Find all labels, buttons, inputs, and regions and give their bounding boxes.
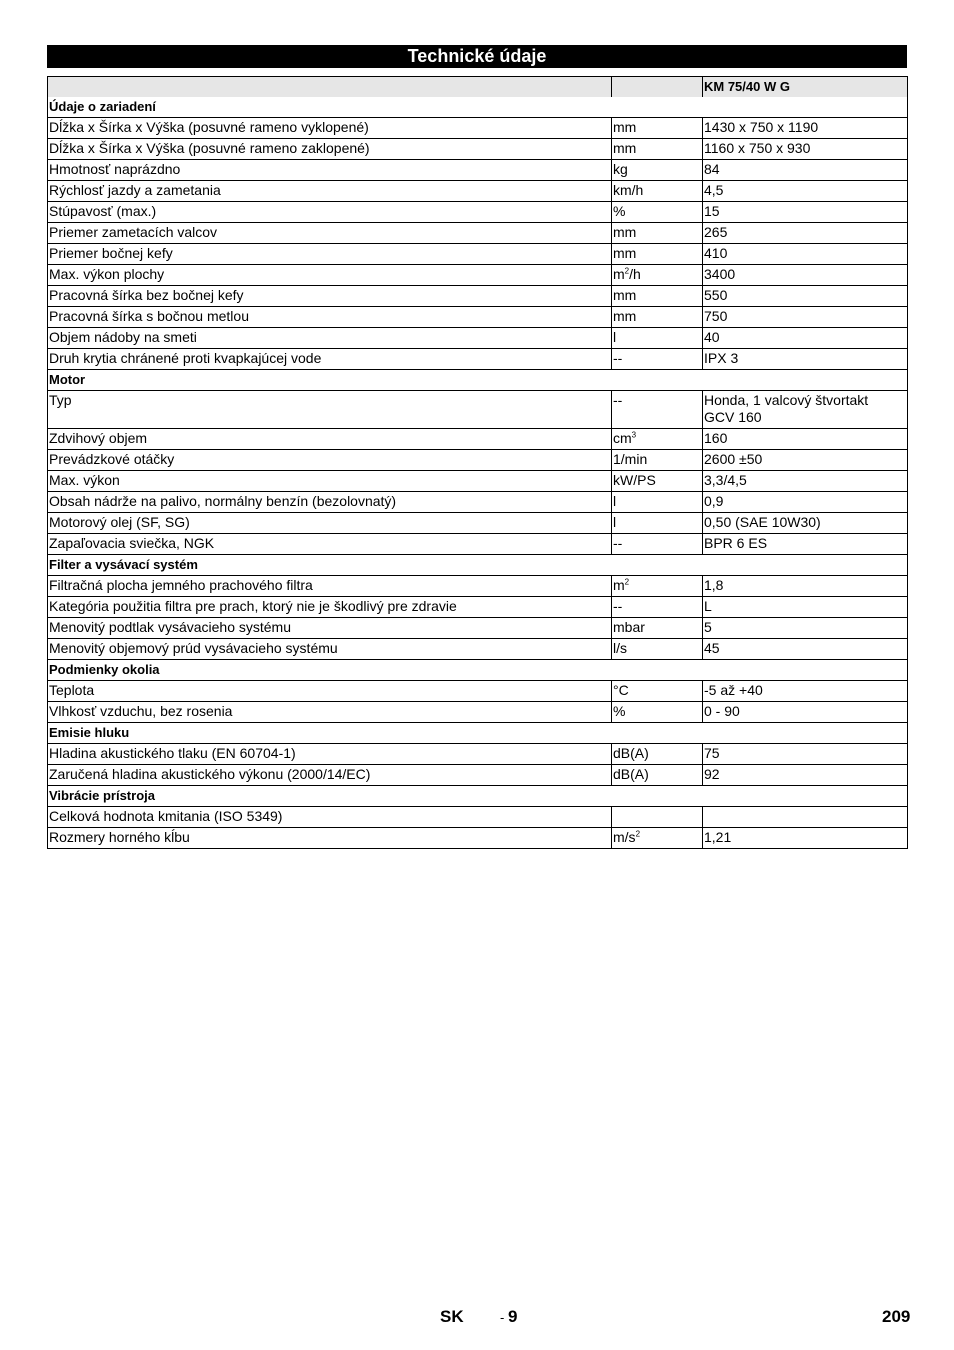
value-text: BPR 6 ES: [704, 535, 768, 551]
spec-unit: [612, 160, 703, 181]
spec-value: [703, 139, 908, 160]
value-text: 92: [704, 766, 720, 782]
section-row: [48, 660, 908, 681]
spec-value: [703, 244, 908, 265]
unit-text: 1/min: [613, 451, 648, 467]
unit-text: --: [613, 392, 623, 408]
unit-text: m: [613, 577, 625, 593]
spec-value: [703, 681, 908, 702]
spec-label: Rozmery horného kĺbu: [48, 828, 612, 849]
spec-unit: [612, 681, 703, 702]
spec-label: Pracovná šírka s bočnou metlou: [48, 307, 612, 328]
value-text: 410: [704, 245, 728, 261]
section-row: [48, 555, 908, 576]
table-row: [48, 244, 908, 265]
technical-data-body: [48, 77, 908, 849]
unit-text: %: [613, 703, 626, 719]
table-row: [48, 702, 908, 723]
header-unit-cell: [612, 77, 703, 98]
value-text: 40: [704, 329, 720, 345]
spec-value: [703, 639, 908, 660]
spec-value: [703, 744, 908, 765]
section-label: Podmienky okolia: [48, 660, 908, 681]
table-row: [48, 618, 908, 639]
value-text: 84: [704, 161, 720, 177]
spec-value: [703, 534, 908, 555]
unit-text: l: [613, 329, 617, 345]
spec-label: Dĺžka x Šírka x Výška (posuvné rameno vyklopené): [48, 118, 612, 139]
spec-value: [703, 513, 908, 534]
value-text: 750: [704, 308, 728, 324]
value-text: 45: [704, 640, 720, 656]
spec-unit: [612, 265, 703, 286]
value-text: 1430 x 750 x 1190: [704, 119, 819, 135]
spec-label: Teplota: [48, 681, 612, 702]
spec-label: Rýchlosť jazdy a zametania: [48, 181, 612, 202]
footer-separator: -: [500, 1310, 505, 1325]
table-row: [48, 181, 908, 202]
spec-value: [703, 597, 908, 618]
unit-text: --: [613, 598, 623, 614]
table-row: [48, 160, 908, 181]
spec-label: Prevádzkové otáčky: [48, 450, 612, 471]
spec-unit: [612, 828, 703, 849]
spec-unit: [612, 765, 703, 786]
unit-text: %: [613, 203, 626, 219]
value-text: 3,3/4,5: [704, 472, 747, 488]
value-text: -5 až +40: [704, 682, 763, 698]
section-label: Údaje o zariadení: [48, 97, 908, 118]
value-text: 1,21: [704, 829, 732, 845]
footer-page-number: 209: [882, 1307, 911, 1326]
spec-label: Stúpavosť (max.): [48, 202, 612, 223]
spec-unit: [612, 450, 703, 471]
spec-value: [703, 160, 908, 181]
value-text: 4,5: [704, 182, 724, 198]
table-row: [48, 223, 908, 244]
table-row: [48, 597, 908, 618]
table-row: [48, 349, 908, 370]
spec-label: Druh krytia chránené proti kvapkajúcej vode: [48, 349, 612, 370]
spec-unit: [612, 534, 703, 555]
value-text: 2600 ±50: [704, 451, 763, 467]
table-header-row: [48, 77, 908, 98]
table-row: [48, 118, 908, 139]
spec-label: Priemer bočnej kefy: [48, 244, 612, 265]
unit-text: mm: [613, 287, 637, 303]
unit-text: mbar: [613, 619, 645, 635]
spec-unit: [612, 286, 703, 307]
spec-unit: [612, 702, 703, 723]
spec-value: [703, 450, 908, 471]
value-text-line2: GCV 160: [704, 409, 762, 425]
section-row: [48, 723, 908, 744]
table-row: [48, 744, 908, 765]
spec-value: [703, 181, 908, 202]
table-row: [48, 328, 908, 349]
spec-unit: [612, 391, 703, 429]
footer-language: SK: [440, 1307, 464, 1326]
table-row: [48, 681, 908, 702]
value-text: 15: [704, 203, 720, 219]
spec-value: [703, 391, 908, 429]
section-label: Filter a vysávací systém: [48, 555, 908, 576]
spec-unit: [612, 576, 703, 597]
section-row: [48, 370, 908, 391]
unit-text: dB(A): [613, 745, 649, 761]
table-row: [48, 639, 908, 660]
value-text: 3400: [704, 266, 736, 282]
unit-text: km/h: [613, 182, 644, 198]
spec-unit: [612, 639, 703, 660]
unit-text: m: [613, 266, 625, 282]
value-text: 1160 x 750 x 930: [704, 140, 811, 156]
value-text: L: [704, 598, 712, 614]
spec-unit: [612, 429, 703, 450]
table-row: [48, 471, 908, 492]
spec-label: Zdvihový objem: [48, 429, 612, 450]
value-text: 160: [704, 430, 728, 446]
table-row: [48, 828, 908, 849]
value-text: 5: [704, 619, 712, 635]
spec-unit: [612, 244, 703, 265]
value-text: 0 - 90: [704, 703, 740, 719]
spec-value: [703, 576, 908, 597]
table-row: [48, 286, 908, 307]
spec-value: [703, 307, 908, 328]
spec-value: [703, 429, 908, 450]
section-label: Motor: [48, 370, 908, 391]
spec-unit: [612, 744, 703, 765]
spec-value: [703, 265, 908, 286]
spec-label: Objem nádoby na smeti: [48, 328, 612, 349]
spec-unit: [612, 471, 703, 492]
table-row: [48, 576, 908, 597]
spec-label: Zapaľovacia sviečka, NGK: [48, 534, 612, 555]
spec-unit: [612, 202, 703, 223]
unit-text: °C: [613, 682, 629, 698]
unit-text: mm: [613, 224, 637, 240]
spec-value: [703, 349, 908, 370]
value-text: 0,9: [704, 493, 724, 509]
unit-text: kW/PS: [613, 472, 656, 488]
spec-value: [703, 202, 908, 223]
spec-value: [703, 328, 908, 349]
spec-label: Hladina akustického tlaku (EN 60704-1): [48, 744, 612, 765]
unit-superscript: 2: [635, 829, 641, 839]
unit-text: --: [613, 535, 623, 551]
spec-label: Obsah nádrže na palivo, normálny benzín (bezolovnatý): [48, 492, 612, 513]
spec-value: [703, 702, 908, 723]
unit-suffix: /h: [629, 266, 641, 282]
spec-label: Vlhkosť vzduchu, bez rosenia: [48, 702, 612, 723]
section-row: [48, 97, 908, 118]
section-label: Emisie hluku: [48, 723, 908, 744]
unit-superscript: 2: [624, 266, 630, 276]
spec-unit: [612, 618, 703, 639]
table-row: [48, 429, 908, 450]
table-row: [48, 391, 908, 429]
value-text: Honda, 1 valcový štvortakt: [704, 392, 869, 408]
table-row: [48, 202, 908, 223]
spec-unit: [612, 349, 703, 370]
unit-text: --: [613, 350, 623, 366]
unit-text: mm: [613, 119, 637, 135]
value-text: 75: [704, 745, 720, 761]
header-model-cell: KM 75/40 W G: [703, 77, 908, 98]
section-label: Vibrácie prístroja: [48, 786, 908, 807]
footer-section-page: 9: [508, 1307, 518, 1326]
spec-label: Celková hodnota kmitania (ISO 5349): [48, 807, 612, 828]
technical-data-table: [47, 76, 908, 849]
table-row: [48, 807, 908, 828]
value-text: 265: [704, 224, 728, 240]
unit-text: l/s: [613, 640, 627, 656]
spec-label: Menovitý objemový prúd vysávacieho systému: [48, 639, 612, 660]
spec-value: [703, 618, 908, 639]
unit-text: mm: [613, 140, 637, 156]
spec-label: Hmotnosť naprázdno: [48, 160, 612, 181]
spec-unit: [612, 118, 703, 139]
value-text: IPX 3: [704, 350, 739, 366]
spec-unit: [612, 597, 703, 618]
header-label-cell: [48, 77, 612, 98]
spec-value: [703, 807, 908, 828]
table-row: [48, 534, 908, 555]
table-row: [48, 139, 908, 160]
spec-value: [703, 765, 908, 786]
value-text: 0,50 (SAE 10W30): [704, 514, 821, 530]
spec-label: Max. výkon: [48, 471, 612, 492]
spec-label: Dĺžka x Šírka x Výška (posuvné rameno zaklopené): [48, 139, 612, 160]
spec-unit: [612, 513, 703, 534]
section-row: [48, 786, 908, 807]
value-text: 550: [704, 287, 728, 303]
spec-label: Typ: [48, 391, 612, 429]
unit-superscript: 3: [631, 430, 637, 440]
page-title: Technické údaje: [47, 45, 907, 68]
spec-unit: [612, 492, 703, 513]
spec-value: [703, 223, 908, 244]
spec-label: Menovitý podtlak vysávacieho systému: [48, 618, 612, 639]
spec-label: Motorový olej (SF, SG): [48, 513, 612, 534]
unit-superscript: 2: [624, 577, 630, 587]
value-text: 1,8: [704, 577, 724, 593]
table-row: [48, 492, 908, 513]
spec-value: [703, 492, 908, 513]
table-row: [48, 307, 908, 328]
spec-label: Max. výkon plochy: [48, 265, 612, 286]
spec-label: Priemer zametacích valcov: [48, 223, 612, 244]
spec-label: Filtračná plocha jemného prachového filtra: [48, 576, 612, 597]
unit-text: m/s: [613, 829, 636, 845]
unit-text: l: [613, 493, 617, 509]
unit-text: mm: [613, 308, 637, 324]
spec-unit: [612, 139, 703, 160]
spec-unit: [612, 307, 703, 328]
spec-label: Pracovná šírka bez bočnej kefy: [48, 286, 612, 307]
spec-label: Zaručená hladina akustického výkonu (2000/14/EC): [48, 765, 612, 786]
spec-value: [703, 471, 908, 492]
unit-text: kg: [613, 161, 628, 177]
unit-text: l: [613, 514, 617, 530]
spec-value: [703, 286, 908, 307]
table-row: [48, 513, 908, 534]
spec-label: Kategória použitia filtra pre prach, ktorý nie je škodlivý pre zdravie: [48, 597, 612, 618]
spec-value: [703, 828, 908, 849]
table-row: [48, 265, 908, 286]
spec-unit: [612, 807, 703, 828]
table-row: [48, 765, 908, 786]
spec-unit: [612, 223, 703, 244]
spec-unit: [612, 181, 703, 202]
unit-text: mm: [613, 245, 637, 261]
unit-text: dB(A): [613, 766, 649, 782]
table-row: [48, 450, 908, 471]
unit-text: cm: [613, 430, 632, 446]
spec-value: [703, 118, 908, 139]
spec-unit: [612, 328, 703, 349]
